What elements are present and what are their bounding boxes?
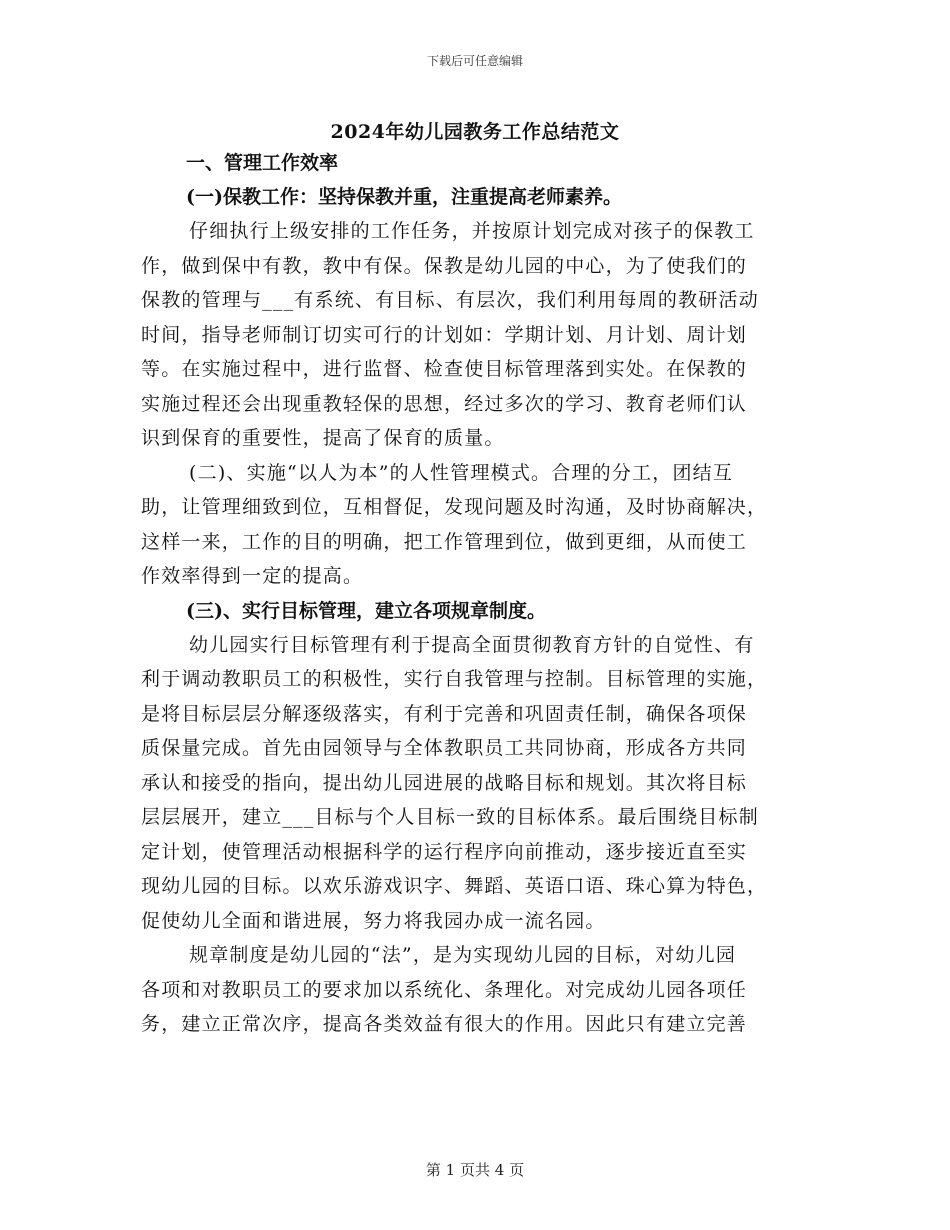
text-line: 仔细执行上级安排的工作任务，并按原计划完成对孩子的保教工 <box>189 220 755 242</box>
text-line: 实施过程还会出现重教轻保的思想，经过多次的学习、教育老师们认 <box>141 392 748 415</box>
text-line: 保教的管理与___有系统、有目标、有层次，我们利用每周的教研活动 <box>141 289 759 311</box>
paragraph <box>141 938 809 1042</box>
page-header-note: 下载后可任意编辑 <box>426 54 523 68</box>
subsection-heading: (三)、实行目标管理，建立各项规章制度。 <box>186 599 546 622</box>
text-line: 层层展开，建立___目标与个人目标一致的目标体系。最后围绕目标制 <box>141 806 759 828</box>
text-line: 规章制度是幼儿园的“法”，是为实现幼儿园的目标，对幼儿园 <box>189 944 737 966</box>
text-line: 务，建立正常次序，提高各类效益有很大的作用。因此只有建立完善 <box>141 1013 748 1035</box>
text-line: 承认和接受的指向，提出幼儿园进展的战略目标和规划。其次将目标 <box>141 771 748 794</box>
text-line: 作，做到保中有教，教中有保。保教是幼儿园的中心，为了使我们的 <box>141 254 748 277</box>
text-line: 促使幼儿全面和谐进展，努力将我园办成一流名园。 <box>141 909 606 932</box>
section-heading: 一、管理工作效率 <box>186 152 339 174</box>
text-line: 各项和对教职员工的要求加以系统化、条理化。对完成幼儿园各项任 <box>141 978 748 1001</box>
text-line: 等。在实施过程中，进行监督、检查使目标管理落到实处。在保教的 <box>141 358 748 380</box>
paragraph <box>141 628 809 939</box>
text-line: 这样一来，工作的目的明确，把工作管理到位，做到更细，从而使工 <box>141 530 748 553</box>
text-line: 定计划，使管理活动根据科学的运行程序向前推动，逐步接近直至实 <box>141 840 748 863</box>
document-title: 2024年幼儿园教务工作总结范文 <box>330 121 620 143</box>
document-body <box>141 146 809 1042</box>
text-line: 识到保育的重要性，提高了保育的质量。 <box>141 427 505 449</box>
text-line: 时间，指导老师制订切实可行的计划如：学期计划、月计划、周计划 <box>141 323 748 346</box>
paragraph <box>141 214 809 456</box>
text-line: (二)、实施“以人为本”的人性管理模式。合理的分工，团结互 <box>189 461 734 484</box>
text-line: 助，让管理细致到位，互相督促，发现问题及时沟通，及时协商解决， <box>141 496 768 518</box>
text-line: 作效率得到一定的提高。 <box>141 565 364 587</box>
page-number: 第 1 页共 4 页 <box>425 1161 525 1179</box>
text-line: 利于调动教职员工的积极性，实行自我管理与控制。目标管理的实施， <box>141 668 768 690</box>
text-line: 现幼儿园的目标。以欢乐游戏识字、舞蹈、英语口语、珠心算为特色， <box>141 875 768 897</box>
subsection-heading: (一)保教工作：坚持保教并重，注重提高老师素养。 <box>186 186 622 208</box>
paragraph <box>141 456 809 594</box>
text-line: 质保量完成。首先由园领导与全体教职员工共同协商，形成各方共同 <box>141 737 748 759</box>
text-line: 幼儿园实行目标管理有利于提高全面贯彻教育方针的自觉性、有 <box>189 633 755 656</box>
text-line: 是将目标层层分解逐级落实，有利于完善和巩固责任制，确保各项保 <box>141 702 748 725</box>
